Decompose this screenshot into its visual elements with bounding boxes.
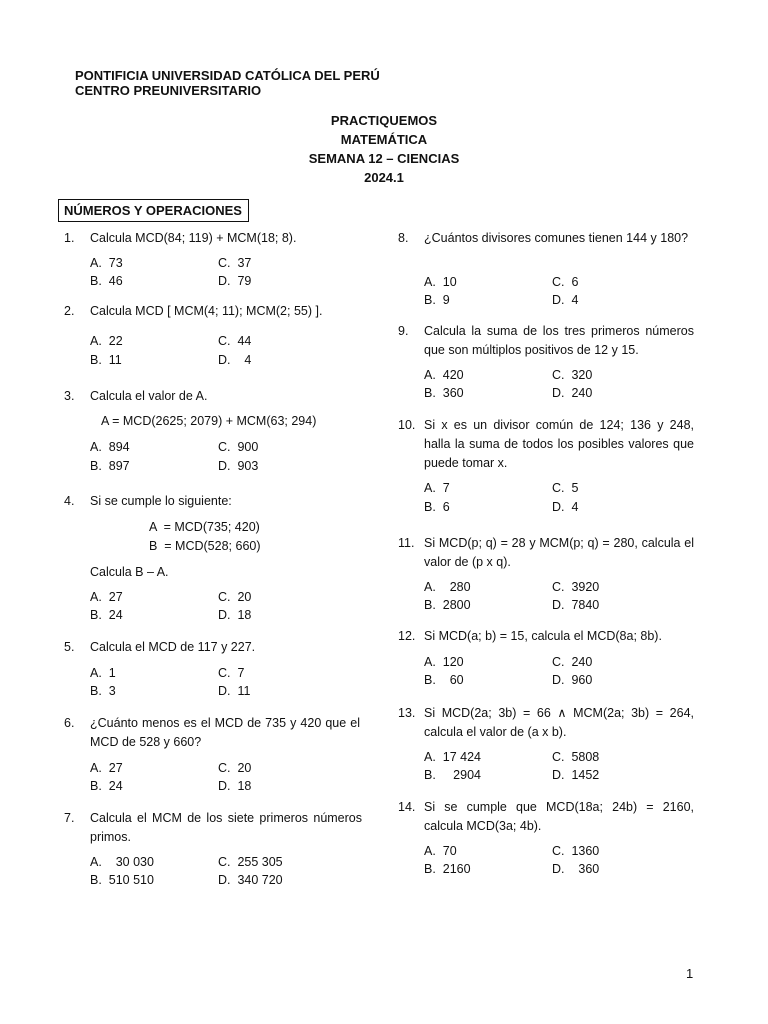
question-text: ¿Cuánto menos es el MCD de 735 y 420 que el MCD de 528 y 660? bbox=[90, 716, 360, 749]
option-a: A. 27 bbox=[90, 590, 123, 604]
option-c: C. 3920 bbox=[552, 580, 600, 594]
option-d: D. 240 bbox=[552, 386, 593, 400]
question-number: 13. bbox=[398, 706, 416, 720]
question-number: 14. bbox=[398, 800, 416, 814]
option-d: D. 4 bbox=[218, 353, 252, 367]
question-number: 3. bbox=[64, 389, 75, 403]
question-number: 12. bbox=[398, 629, 416, 643]
option-b: B. 9 bbox=[424, 293, 450, 307]
option-a: A. 280 bbox=[424, 580, 471, 594]
option-c: C. 7 bbox=[218, 666, 245, 680]
question-text: Si MCD(a; b) = 15, calcula el MCD(8a; 8b). bbox=[424, 629, 662, 643]
question-number: 1. bbox=[64, 231, 75, 245]
option-d: D. 340 720 bbox=[218, 873, 283, 887]
question-number: 7. bbox=[64, 811, 75, 825]
question-text: Si se cumple lo siguiente: bbox=[90, 494, 232, 508]
option-c: C. 240 bbox=[552, 655, 593, 669]
doc-subject: MATEMÁTICA bbox=[340, 132, 428, 147]
option-d: D. 18 bbox=[218, 608, 252, 622]
question-text: Si MCD(2a; 3b) = 66 ∧ MCM(2a; 3b) = 264, calcula el valor de (a x b). bbox=[424, 706, 694, 739]
option-b: B. 2160 bbox=[424, 862, 471, 876]
option-d: D. 7840 bbox=[552, 598, 600, 612]
option-b: B. 24 bbox=[90, 608, 123, 622]
option-d: D. 18 bbox=[218, 779, 252, 793]
option-d: D. 1452 bbox=[552, 768, 600, 782]
question-number: 9. bbox=[398, 324, 409, 338]
institution-subtitle: CENTRO PREUNIVERSITARIO bbox=[75, 83, 262, 98]
option-b: B. 60 bbox=[424, 673, 464, 687]
option-c: C. 5808 bbox=[552, 750, 600, 764]
question-instruction: Calcula B – A. bbox=[90, 565, 169, 579]
question-number: 2. bbox=[64, 304, 75, 318]
option-c: C. 6 bbox=[552, 275, 579, 289]
option-c: C. 44 bbox=[218, 334, 252, 348]
question-text: Si se cumple que MCD(18a; 24b) = 2160, calcula MCD(3a; 4b). bbox=[424, 800, 694, 833]
option-d: D. 903 bbox=[218, 459, 259, 473]
question-number: 5. bbox=[64, 640, 75, 654]
question-text: Calcula el MCD de 117 y 227. bbox=[90, 640, 256, 654]
question-number: 6. bbox=[64, 716, 75, 730]
option-c: C. 37 bbox=[218, 256, 252, 270]
question-number: 10. bbox=[398, 418, 416, 432]
question-text: Calcula MCD(84; 119) + MCM(18; 8). bbox=[90, 231, 297, 245]
question-number: 11. bbox=[398, 536, 415, 550]
option-b: B. 2904 bbox=[424, 768, 481, 782]
question-text: Si x es un divisor común de 124; 136 y 248, halla la suma de todos los posibles valores que puede tomar x. bbox=[424, 418, 694, 470]
option-a: A. 17 424 bbox=[424, 750, 481, 764]
question-text: ¿Cuántos divisores comunes tienen 144 y 180? bbox=[424, 231, 689, 245]
question-text: Calcula el valor de A. bbox=[90, 389, 208, 403]
option-d: D. 960 bbox=[552, 673, 593, 687]
option-a: A. 70 bbox=[424, 844, 457, 858]
question-text: Calcula MCD [ MCM(4; 11); MCM(2; 55) ]. bbox=[90, 304, 323, 318]
option-c: C. 255 305 bbox=[218, 855, 283, 869]
option-b: B. 11 bbox=[90, 353, 122, 367]
option-a: A. 420 bbox=[424, 368, 464, 382]
doc-week: SEMANA 12 – CIENCIAS bbox=[308, 151, 460, 166]
option-b: B. 3 bbox=[90, 684, 116, 698]
option-b: B. 360 bbox=[424, 386, 464, 400]
option-a: A. 73 bbox=[90, 256, 123, 270]
option-b: B. 2800 bbox=[424, 598, 471, 612]
option-b: B. 24 bbox=[90, 779, 123, 793]
question-text: Calcula el MCM de los siete primeros números primos. bbox=[90, 811, 362, 844]
equation-a: A = MCD(735; 420) bbox=[149, 520, 260, 534]
option-a: A. 30 030 bbox=[90, 855, 154, 869]
option-a: A. 7 bbox=[424, 481, 450, 495]
equation-b: B = MCD(528; 660) bbox=[149, 539, 261, 553]
doc-term: 2024.1 bbox=[364, 170, 404, 185]
option-c: C. 900 bbox=[218, 440, 259, 454]
question-number: 4. bbox=[64, 494, 75, 508]
option-d: D. 4 bbox=[552, 500, 579, 514]
page-number: 1 bbox=[686, 966, 694, 981]
option-c: C. 5 bbox=[552, 481, 579, 495]
option-a: A. 10 bbox=[424, 275, 457, 289]
option-c: C. 20 bbox=[218, 590, 252, 604]
option-d: D. 4 bbox=[552, 293, 579, 307]
option-a: A. 894 bbox=[90, 440, 130, 454]
institution-name: PONTIFICIA UNIVERSIDAD CATÓLICA DEL PERÚ bbox=[75, 68, 380, 83]
section-title: NÚMEROS Y OPERACIONES bbox=[58, 199, 249, 222]
option-c: C. 1360 bbox=[552, 844, 600, 858]
option-d: D. 11 bbox=[218, 684, 251, 698]
option-b: B. 6 bbox=[424, 500, 450, 514]
question-number: 8. bbox=[398, 231, 409, 245]
doc-title: PRACTIQUEMOS bbox=[330, 113, 438, 128]
equation-a: A = MCD(2625; 2079) + MCM(63; 294) bbox=[101, 414, 317, 428]
option-a: A. 27 bbox=[90, 761, 123, 775]
question-text: Si MCD(p; q) = 28 y MCM(p; q) = 280, calcula el valor de (p x q). bbox=[424, 536, 694, 569]
question-text: Calcula la suma de los tres primeros números que son múltiplos positivos de 12 y 15. bbox=[424, 324, 694, 357]
option-c: C. 20 bbox=[218, 761, 252, 775]
option-c: C. 320 bbox=[552, 368, 593, 382]
option-a: A. 22 bbox=[90, 334, 123, 348]
option-b: B. 510 510 bbox=[90, 873, 154, 887]
option-a: A. 120 bbox=[424, 655, 464, 669]
option-d: D. 360 bbox=[552, 862, 600, 876]
option-d: D. 79 bbox=[218, 274, 252, 288]
option-a: A. 1 bbox=[90, 666, 116, 680]
option-b: B. 46 bbox=[90, 274, 123, 288]
option-b: B. 897 bbox=[90, 459, 130, 473]
